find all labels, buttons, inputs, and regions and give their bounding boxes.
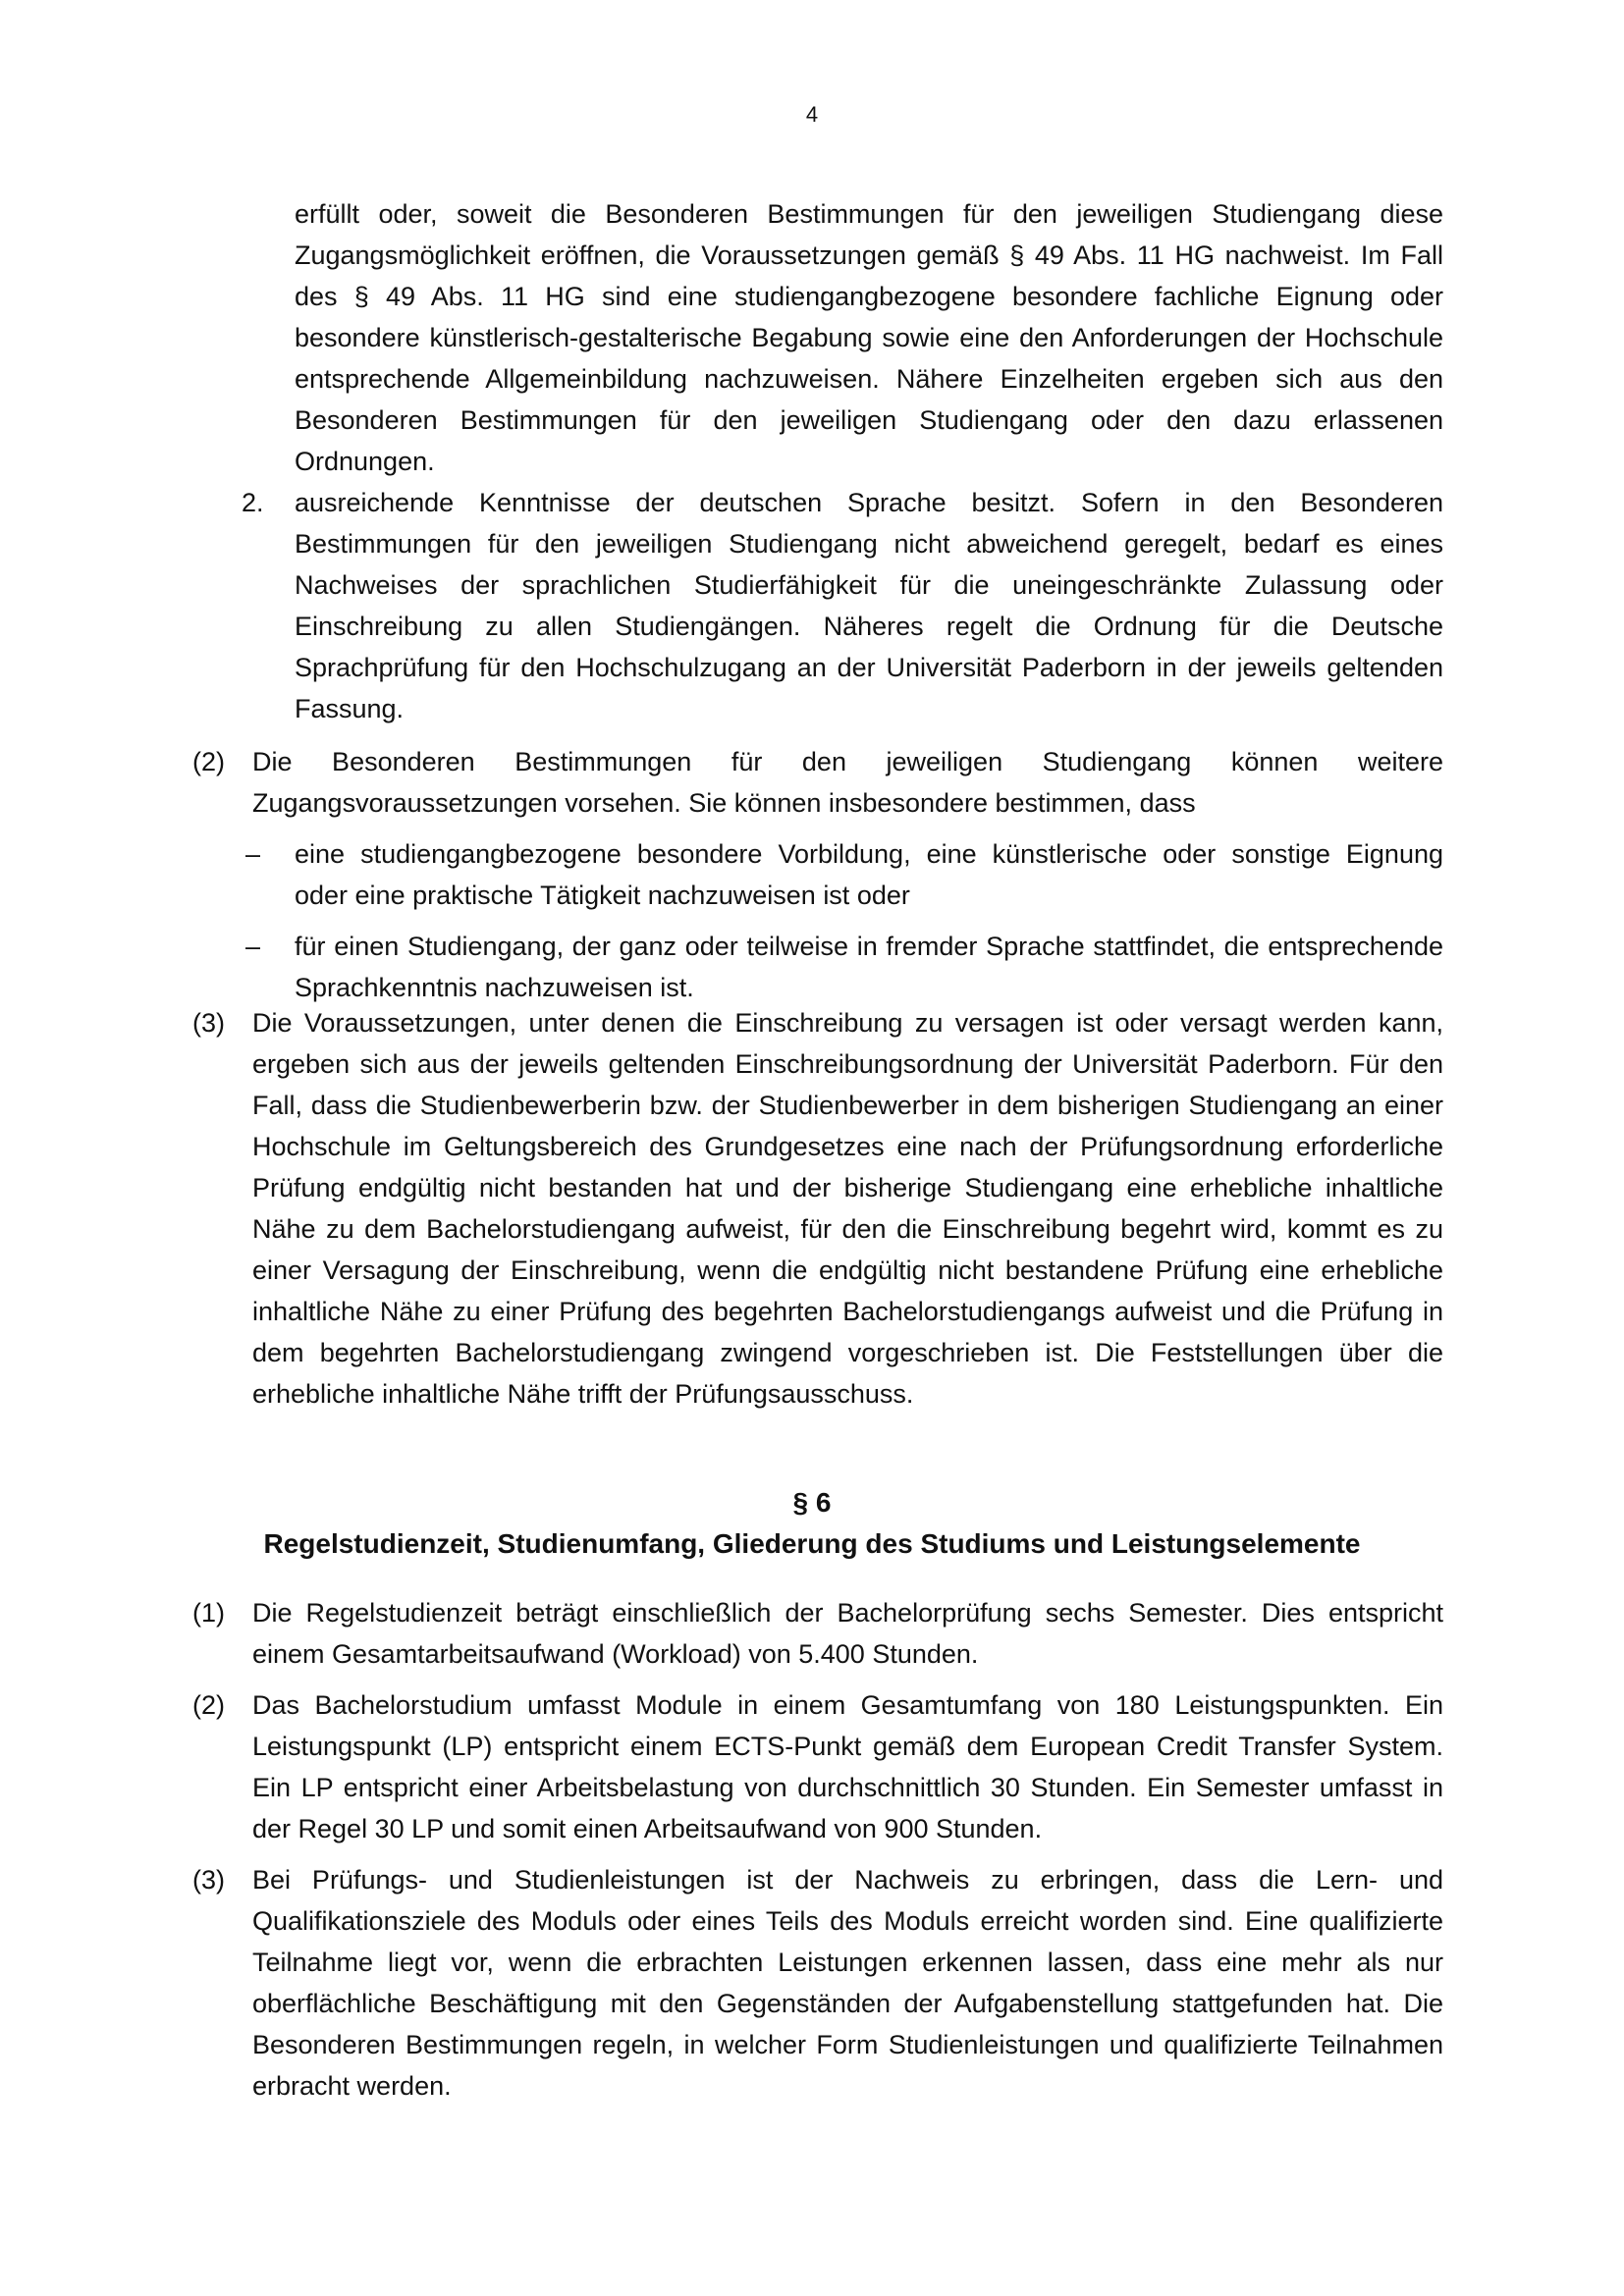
text-line: Das Bachelorstudium umfasst Module in einem Gesamtumfang von 180 Leistungspunkten. Ein: [252, 1690, 1443, 1720]
text-line: der Regel 30 LP und somit einen Arbeitsaufwand von 900 Stunden.: [252, 1814, 1043, 1843]
dash-marker: –: [245, 932, 261, 961]
list-marker: 2.: [242, 488, 264, 517]
paragraph-marker: (1): [192, 1598, 225, 1628]
text-line: Die Besonderen Bestimmungen für den jeweiligen Studiengang können weitere: [252, 747, 1443, 776]
text-line: Hochschule im Geltungsbereich des Grundgesetzes eine nach der Prüfungsordnung erforderliche: [252, 1132, 1443, 1161]
item-1-text: [295, 193, 1443, 482]
text-line: Sprachkenntnis nachzuweisen ist.: [295, 973, 694, 1002]
list-item-2: [0, 482, 1624, 729]
section-symbol: § 6: [792, 1487, 832, 1518]
section-6-paragraph-1-text: [252, 1592, 1443, 1675]
text-line: besondere künstlerisch-gestalterische Begabung sowie eine den Anforderungen der Hochschule: [295, 323, 1443, 352]
text-line: Die Voraussetzungen, unter denen die Einschreibung zu versagen ist oder versagt werden kann,: [252, 1008, 1443, 1038]
text-line: Die Regelstudienzeit beträgt einschließlich der Bachelorprüfung sechs Semester. Dies entspricht: [252, 1598, 1443, 1628]
text-line: Fassung.: [295, 694, 405, 723]
dash-item-1-text: [295, 833, 1443, 916]
text-line: Nähe zu dem Bachelorstudiengang aufweist, für den die Einschreibung begehrt wird, kommt es zu: [252, 1214, 1443, 1244]
text-line: Ein LP entspricht einer Arbeitsbelastung von durchschnittlich 30 Stunden. Ein Semester umfasst in: [252, 1773, 1443, 1802]
text-line: oder eine praktische Tätigkeit nachzuweisen ist oder: [295, 881, 910, 910]
text-line: Nachweises der sprachlichen Studierfähigkeit für die uneingeschränkte Zulassung oder: [295, 570, 1443, 600]
text-line: dem begehrten Bachelorstudiengang zwingend vorgeschrieben ist. Die Feststellungen über die: [252, 1338, 1443, 1367]
dash-marker: –: [245, 839, 261, 869]
text-line: erhebliche inhaltliche Nähe trifft der Prüfungsausschuss.: [252, 1379, 914, 1409]
text-line: Zugangsmöglichkeit eröffnen, die Voraussetzungen gemäß § 49 Abs. 11 HG nachweist. Im Fall: [295, 240, 1443, 270]
text-line: Besonderen Bestimmungen für den jeweiligen Studiengang oder den dazu erlassenen: [295, 405, 1443, 435]
paragraph-3-body: [0, 1002, 1624, 1415]
paragraph-2-text: [252, 741, 1443, 824]
text-line: Teilnahme liegt vor, wenn die erbrachten Leistungen erkennen lassen, dass eine mehr als nur: [252, 1948, 1443, 1977]
text-line: erbracht werden.: [252, 2071, 452, 2101]
text-line: Leistungspunkt (LP) entspricht einem ECTS-Punkt gemäß dem European Credit Transfer System.: [252, 1732, 1443, 1761]
paragraph-marker: (3): [192, 1865, 225, 1895]
text-line: Ordnungen.: [295, 447, 435, 476]
dash-item-2: [0, 926, 1624, 1008]
text-line: einer Versagung der Einschreibung, wenn die endgültig nicht bestandene Prüfung eine erhebliche: [252, 1255, 1443, 1285]
text-line: einem Gesamtarbeitsaufwand (Workload) von 5.400 Stunden.: [252, 1639, 979, 1669]
text-line: oberflächliche Beschäftigung mit den Gegenständen der Aufgabenstellung stattgefunden hat. Die: [252, 1989, 1443, 2018]
text-line: Bei Prüfungs- und Studienleistungen ist der Nachweis zu erbringen, dass die Lern- und: [252, 1865, 1443, 1895]
text-line: inhaltliche Nähe zu einer Prüfung des begehrten Bachelorstudiengangs aufweist und die Prüfung in: [252, 1297, 1443, 1326]
section-6-paragraph-3-text: [252, 1859, 1443, 2107]
paragraph-marker: (3): [192, 1008, 225, 1038]
dash-item-2-text: [295, 926, 1443, 1008]
paragraph-marker: (2): [192, 747, 225, 776]
section-title: Regelstudienzeit, Studienumfang, Gliederung des Studiums und Leistungselemente: [263, 1528, 1361, 1559]
text-line: des § 49 Abs. 11 HG sind eine studiengangbezogene besondere fachliche Eignung oder: [295, 282, 1443, 311]
paragraph-3: [0, 1002, 1624, 1415]
paragraph-3-text: [252, 1002, 1443, 1415]
text-line: entsprechende Allgemeinbildung nachzuweisen. Nähere Einzelheiten ergeben sich aus den: [295, 364, 1443, 394]
item-1-continuation: [0, 193, 1624, 482]
text-line: ausreichende Kenntnisse der deutschen Sprache besitzt. Sofern in den Besonderen: [295, 488, 1443, 517]
section-6-body: [0, 1592, 1624, 2107]
section-6-paragraph-3: [0, 1859, 1624, 2107]
text-line: eine studiengangbezogene besondere Vorbildung, eine künstlerische oder sonstige Eignung: [295, 839, 1443, 869]
list-item-2-text: [295, 482, 1443, 729]
page-number: 4: [805, 102, 819, 127]
continuation-block: [0, 193, 1624, 729]
text-line: für einen Studiengang, der ganz oder teilweise in fremder Sprache stattfindet, die entsprechende: [295, 932, 1443, 961]
paragraph-marker: (2): [192, 1690, 225, 1720]
text-line: Sprachprüfung für den Hochschulzugang an der Universität Paderborn in der jeweils geltenden: [295, 653, 1443, 682]
text-line: Bestimmungen für den jeweiligen Studiengang nicht abweichend geregelt, bedarf es eines: [295, 529, 1443, 559]
text-line: Prüfung endgültig nicht bestanden hat und der bisherige Studiengang eine erhebliche inhaltliche: [252, 1173, 1443, 1202]
text-line: Qualifikationsziele des Moduls oder eines Teils des Moduls erreicht worden sind. Eine qualifizierte: [252, 1906, 1443, 1936]
section-6-paragraph-2: [0, 1684, 1624, 1849]
text-line: Zugangsvoraussetzungen vorsehen. Sie können insbesondere bestimmen, dass: [252, 788, 1196, 818]
paragraph-2: [0, 741, 1624, 1008]
text-line: Besonderen Bestimmungen regeln, in welcher Form Studienleistungen und qualifizierte Teilnahmen: [252, 2030, 1443, 2059]
paragraph-2-body: [0, 741, 1624, 824]
section-6-paragraph-2-text: [252, 1684, 1443, 1849]
text-line: ergeben sich aus der jeweils geltenden Einschreibungsordnung der Universität Paderborn. Für den: [252, 1049, 1443, 1079]
section-6-paragraph-1: [0, 1592, 1624, 1675]
text-line: Einschreibung zu allen Studiengängen. Näheres regelt die Ordnung für die Deutsche: [295, 612, 1443, 641]
text-line: erfüllt oder, soweit die Besonderen Bestimmungen für den jeweiligen Studiengang diese: [295, 199, 1443, 229]
text-line: Fall, dass die Studienbewerberin bzw. der Studienbewerber in dem bisherigen Studiengang an einer: [252, 1091, 1443, 1120]
dash-item-1: [0, 833, 1624, 916]
